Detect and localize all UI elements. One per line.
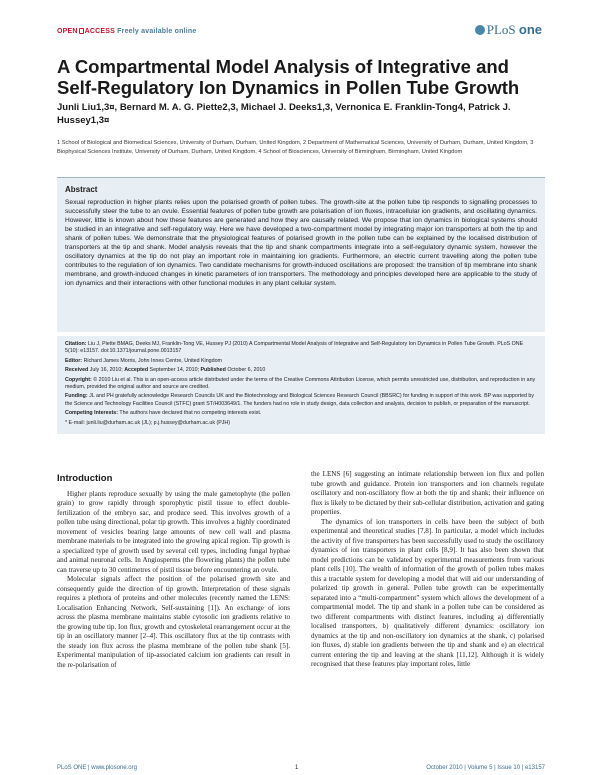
email-line[interactable]: * E-mail: junli.liu@durham.ac.uk (JL); p.j.hussey@durham.ac.uk (PJH) — [65, 419, 231, 426]
competing-label: Competing Interests: — [65, 410, 118, 417]
page-number: 1 — [295, 765, 299, 771]
open-access-label — [57, 28, 196, 35]
copyright — [65, 377, 537, 392]
body-paragraph: Higher plants reproduce sexually by using the male gametophyte (the pollen grain) to grow rapidly through sporophytic pistil tissue to effect double-fertilization of the embryo sac, and produce seed. This involves growth of a pollen tube using directional, polar tip growth. This involves a highly coordinated movement of vesicles bearing large amounts of new cell wall and plasma membrane materials to be integrated into the growing apical region. Tip growth is a specialized type of growth used by several cell types, including fungal hyphae and animal neuronal cells. In Angiosperms (the flowering plants) the pollen tube can traverse up to 30 centimetres of pistil tissue before encountering an ovule. — [57, 489, 290, 574]
editor — [65, 358, 537, 365]
received-label: Received — [65, 367, 89, 374]
published-date: October 6, 2010 — [227, 367, 266, 374]
copyright-label: Copyright: — [65, 376, 92, 383]
brand-plos: PLoS — [486, 22, 516, 37]
open-access-lock-icon — [79, 28, 84, 34]
introduction-heading: Introduction — [57, 473, 113, 484]
abstract-text: Sexual reproduction in higher plants relies upon the polarised growth of pollen tubes. The growth-site at the pollen tube tip responds to signalling processes to successfully steer the tube to an ovule. Essential features of pollen tube growth are polarisation of ion fluxes, intracellular ion gradients, and oscillating dynamics. However, little is known about how these features are generated and how they are causally related. We propose that ion dynamics in biological systems should be studied in an integrative and self-regulatory way. Here we have developed a two-compartment model by integrating major ion transporters at both the tip and shank of pollen tubes. We demonstrate that the physiological features of polarised growth in the pollen tube can be explained by the localised distribution of transporters at the tip and shank. Model analysis reveals that the tip and shank compartments integrate into a self-regulatory dynamic system, however the oscillatory dynamics at the tip do not play an important role in maintaining ion gradients. Furthermore, an electric current travelling along the pollen tube contributes to the regulation of ion dynamics. Two candidate mechanisms for growth-induced oscillations are proposed: the transition of tip membrane into shank membrane, and growth-induced changes in kinetic parameters of ion transporters. The methodology and principles developed here are applicable to the study of ion dynamics and their interactions with other functional modules in any plant cellular system. — [65, 199, 537, 287]
footer-issue: October 2010 | Volume 5 | Issue 10 | e13157 — [426, 765, 545, 771]
body-column-right — [311, 470, 544, 670]
published-label: Published — [200, 367, 226, 374]
funding-label: Funding: — [65, 393, 88, 400]
author-list: Junli Liu1,3¤, Bernard M. A. G. Piette2,3, Michael J. Deeks1,3, Vernonica E. Franklin-Tong4, Patrick J. Hussey1,3¤ — [57, 102, 511, 126]
copyright-text: © 2010 Liu et al. This is an open-access article distributed under the terms of the Creative Commons Attribution License, which permits unrestricted use, distribution, and reproduction in any medium, provided the original author and source are credited. — [65, 376, 536, 391]
footer-journal[interactable]: PLoS ONE | www.plosone.org — [57, 765, 137, 771]
open-label: OPEN — [57, 28, 78, 35]
affiliations: 1 School of Biological and Biomedical Sciences, University of Durham, Durham, United Kingdom, 2 Department of Mathematical Sciences, University of Durham, Durham, United Kingdom, 3 Biophysical Sciences Institute, University of Durham, Durham, United Kingdom, 4 School of Biosciences, University of Birmingham, Birmingham, United Kingdom — [57, 140, 534, 155]
article-title: A Compartmental Model Analysis of Integrative and Self-Regulatory Ion Dynamics in Pollen Tube Growth — [57, 56, 520, 98]
body-column-left — [57, 474, 290, 670]
accepted-date: September 14, 2010; — [149, 367, 200, 374]
accepted-label: Accepted — [124, 367, 149, 374]
abstract-heading: Abstract — [65, 185, 98, 194]
body-paragraph: the LENS [6] suggesting an intimate relationship between ion flux and pollen tube growth and guidance. Protein ion transporters and ion channels regulate oscillatory and non-oscillatory flow at both the tip and shank; their influence on flux is likely to be dictated by their sub-cellular distribution, activation and gating properties. — [311, 470, 544, 516]
competing-text: The authors have declared that no competing interests exist. — [119, 410, 262, 417]
dates — [65, 367, 537, 374]
editor-label: Editor: — [65, 357, 83, 364]
article-metadata — [57, 336, 545, 434]
abstract-box — [57, 177, 545, 332]
access-label: ACCESS — [84, 28, 116, 35]
funding — [65, 393, 537, 408]
page-header — [0, 0, 600, 60]
plos-logo-icon — [475, 25, 485, 35]
body-paragraph: Molecular signals affect the position of the polarised growth site and consequently guide the direction of tip growth. Interpretation of these signals requires a plethora of proteins and other molecules (recently named the LENS: Localisation Enhancing Network, Self-sustaining [1]). An exchange of ions across the plasma membrane maintains stable cytosolic ion gradients relative to the growing tube tip. Ion flux, growth and cytoskeletal rearrangement occur at the tip in an oscillatory manner [2–4]. This oscillatory flux at the tip contrasts with the steady ion flux across the plasma membrane of the pollen tube shank [5]. Experimental manipulation of tip-associated calcium ion gradients can result in the re-polarisation of — [57, 575, 290, 669]
brand-one: one — [518, 22, 542, 37]
received-date: July 16, 2010; — [89, 367, 123, 374]
body-paragraph: The dynamics of ion transporters in cells have been the subject of both experimental and theoretical studies [7,8]. In particular, a model which includes the activity of five transporters has been successfully used to study the oscillatory dynamics of ion transporters in plant cells [8,9]. It has also been shown that model predictions can be validated by experimental measurements from various plant cells [10]. The wealth of information of the growth of pollen tubes makes this a tractable system for developing a model that will aid our understanding of polarized tip growth in general. Pollen tube growth can be experimentally separated into a “multi-compartment” system which allows the development of a compartmental model. The tip and shank in a pollen tube can be considered as two different compartments with distinct features, including a) differentially localised transporters, b) qualitatively different dynamics: oscillatory ion dynamics at the tip and non-oscillatory ion dynamics at the shank, c) polarised ion fluxes, d) stable ion gradients between the tip and shank and e) an electrical current entering the tip and leaving at the shank [11,12]. Although it is widely recognised that these features play important roles, little — [311, 517, 544, 668]
citation — [65, 341, 537, 356]
competing-interests — [65, 410, 537, 417]
citation-label: Citation: — [65, 341, 87, 347]
freely-available-label: Freely available online — [117, 28, 197, 35]
funding-text: JL and PH gratefully acknowledge Research Councils UK and the Biotechnology and Biological Sciences Research Council (BBSRC) for funding in support of this work. BP was supported by the Science and Technology Facilities Council (STFC) grant ST/H003649/1. The funders had no role in study design, data collection and analysis, decision to publish, or preparation of the manuscript. — [65, 393, 535, 407]
editor-text: Richard James Morris, John Innes Centre, United Kingdom — [83, 357, 222, 364]
plos-one-logo[interactable] — [475, 22, 542, 38]
citation-text: Liu J, Piette BMAG, Deeks MJ, Franklin-Tong VE, Hussey PJ (2010) A Compartmental Model Analysis of Integrative and Self-Regulatory Ion Dynamics in Pollen Tube Growth. PLoS ONE 5(10): e13157. doi:10.1371/journal.pone.0013157 — [65, 341, 524, 355]
